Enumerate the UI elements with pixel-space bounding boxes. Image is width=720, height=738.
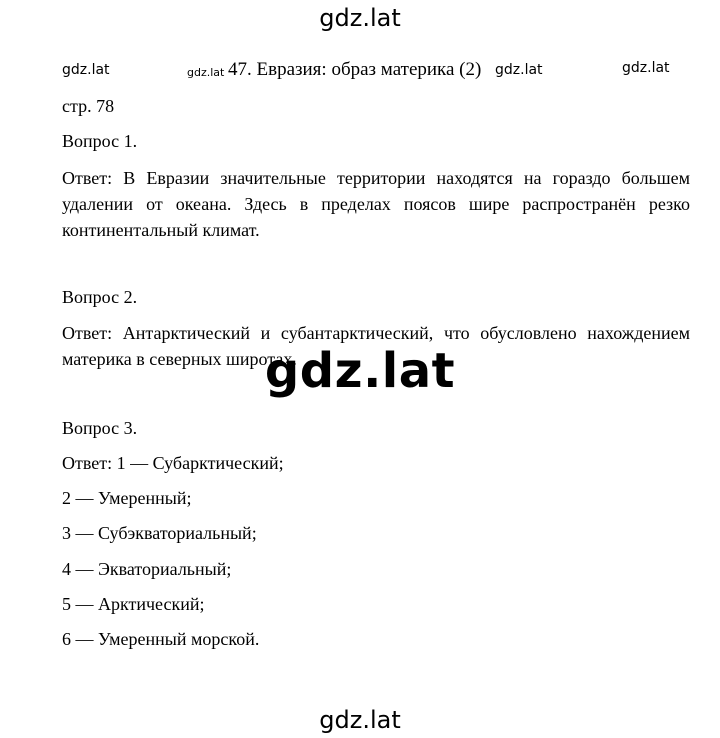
answer-line: 4 — Экваториальный; [62,559,232,579]
watermark-top: gdz.lat [319,4,401,32]
watermark-middle: gdz.lat [264,343,456,399]
watermark-bottom: gdz.lat [319,706,401,734]
question-1-answer: Ответ: В Евразии значительные территории находятся на гораздо большем удалении от океана. Здесь в пределах поясов шире распространён резко континентальный климат. [62,168,690,240]
answer-line: 3 — Субэкваториальный; [62,523,257,543]
answer-line: 6 — Умеренный морской. [62,629,260,649]
watermark-right: gdz.lat [622,60,670,76]
question-1-label: Вопрос 1. [62,131,138,151]
question-3-label: Вопрос 3. [62,418,138,438]
answer-line: 2 — Умеренный; [62,488,192,508]
watermark-after-title: gdz.lat [495,62,543,78]
question-2-answer: Ответ: Антарктический и субантарктический, что обусловлено нахождением материка в северных широтах. [62,323,690,369]
watermark-before-title: gdz.lat [187,66,225,79]
page-reference: стр. 78 [62,96,115,116]
watermark-left: gdz.lat [62,62,110,78]
section-title: 47. Евразия: образ материка (2) [228,59,482,80]
answer-line: 5 — Арктический; [62,594,205,614]
answer-line: Ответ: 1 — Субарктический; [62,453,284,473]
question-2-label: Вопрос 2. [62,287,138,307]
